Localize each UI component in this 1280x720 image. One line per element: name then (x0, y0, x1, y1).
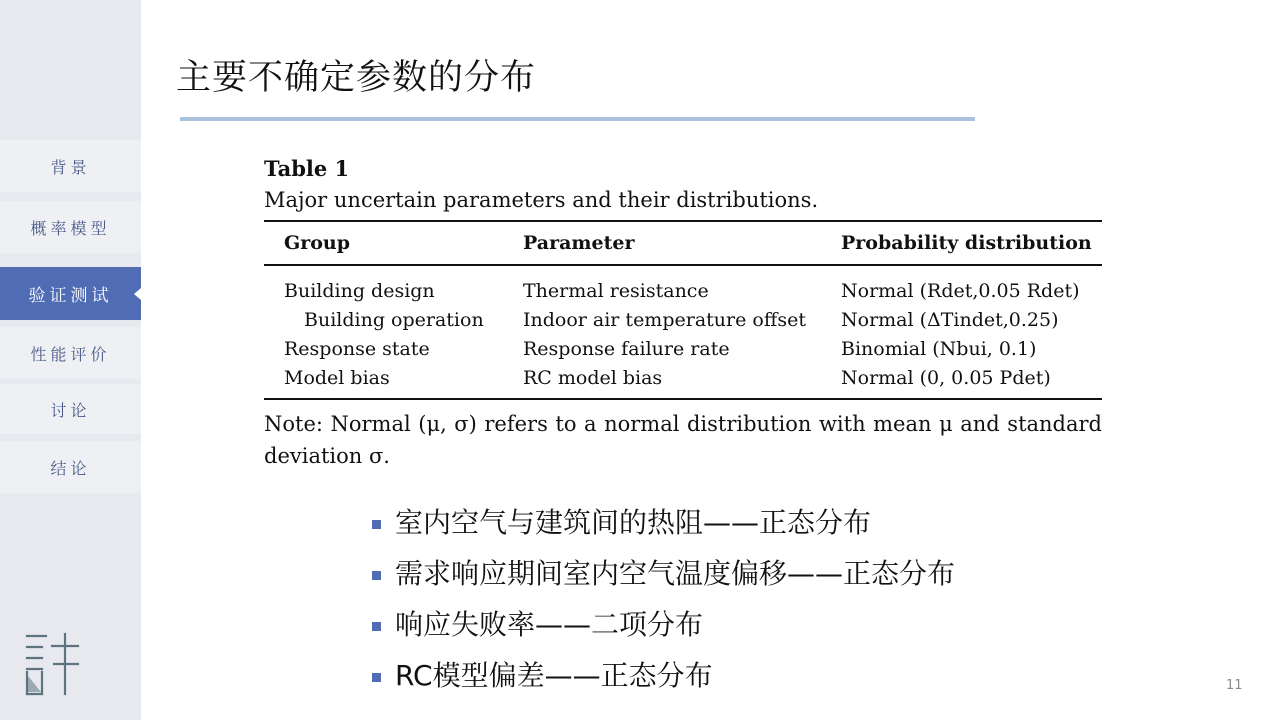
sidebar-item-label: 性能评价 (30, 344, 111, 364)
table-header-row (264, 221, 1102, 265)
cell-distribution: Normal (Rdet,0.05 Rdet) (841, 279, 1080, 302)
list-item (372, 648, 955, 699)
header-group: Group (264, 221, 503, 265)
bullet-text: 响应失败率——二项分布 (395, 607, 704, 641)
sidebar-item-label: 验证测试 (28, 286, 113, 306)
table-row (264, 363, 1102, 399)
header-distribution: Probability distribution (821, 221, 1102, 265)
bullet-text: 需求响应期间室内空气温度偏移——正态分布 (395, 556, 956, 590)
square-bullet-icon (372, 571, 381, 580)
bullet-text: RC模型偏差——正态分布 (395, 658, 713, 692)
bullet-list (372, 495, 955, 699)
sidebar-item-label: 背景 (50, 157, 91, 177)
cell-parameter: Response failure rate (523, 337, 730, 360)
cell-group: Model bias (264, 363, 503, 399)
table-row (264, 265, 1102, 305)
square-bullet-icon (372, 673, 381, 682)
cell-parameter: Thermal resistance (523, 279, 709, 302)
sidebar-item-label: 讨论 (50, 400, 91, 420)
sidebar-item-performance[interactable] (0, 327, 141, 379)
sidebar-item-label: 概率模型 (30, 218, 111, 238)
sidebar (0, 0, 141, 720)
cell-parameter: RC model bias (503, 363, 821, 399)
table-figure (264, 154, 1102, 472)
sidebar-item-conclusion[interactable] (0, 441, 141, 493)
cell-group: Building operation (304, 308, 484, 331)
title-divider (180, 117, 975, 121)
cell-distribution: Binomial (Nbui, 0.1) (841, 337, 1037, 360)
bullet-text: 室内空气与建筑间的热阻——正态分布 (395, 505, 872, 539)
square-bullet-icon (372, 520, 381, 529)
xu-logo-icon (24, 632, 80, 696)
cell-distribution: Normal (ΔTindet,0.25) (841, 308, 1059, 331)
table-row (264, 334, 1102, 363)
cell-parameter: Indoor air temperature offset (523, 308, 806, 331)
parameters-table (264, 220, 1102, 400)
square-bullet-icon (372, 622, 381, 631)
sidebar-item-background[interactable] (0, 140, 141, 192)
cell-group: Building design (284, 279, 435, 302)
list-item (372, 546, 955, 597)
sidebar-item-discussion[interactable] (0, 384, 141, 434)
table-note: Note: Normal (μ, σ) refers to a normal distribution with mean μ and standard deviation σ. (264, 412, 1102, 468)
table-row (264, 305, 1102, 334)
sidebar-item-label: 结论 (50, 458, 91, 478)
header-parameter: Parameter (503, 221, 821, 265)
page-number: 11 (1226, 678, 1243, 693)
sidebar-item-probability-model[interactable] (0, 201, 141, 253)
cell-group: Response state (284, 337, 430, 360)
cell-distribution: Normal (0, 0.05 Pdet) (821, 363, 1102, 399)
page-title: 主要不确定参数的分布 (176, 58, 537, 98)
list-item (372, 495, 955, 546)
table-caption: Major uncertain parameters and their distributions. (264, 188, 819, 212)
table-label: Table 1 (264, 156, 350, 181)
sidebar-item-validation[interactable] (0, 267, 141, 320)
list-item (372, 597, 955, 648)
